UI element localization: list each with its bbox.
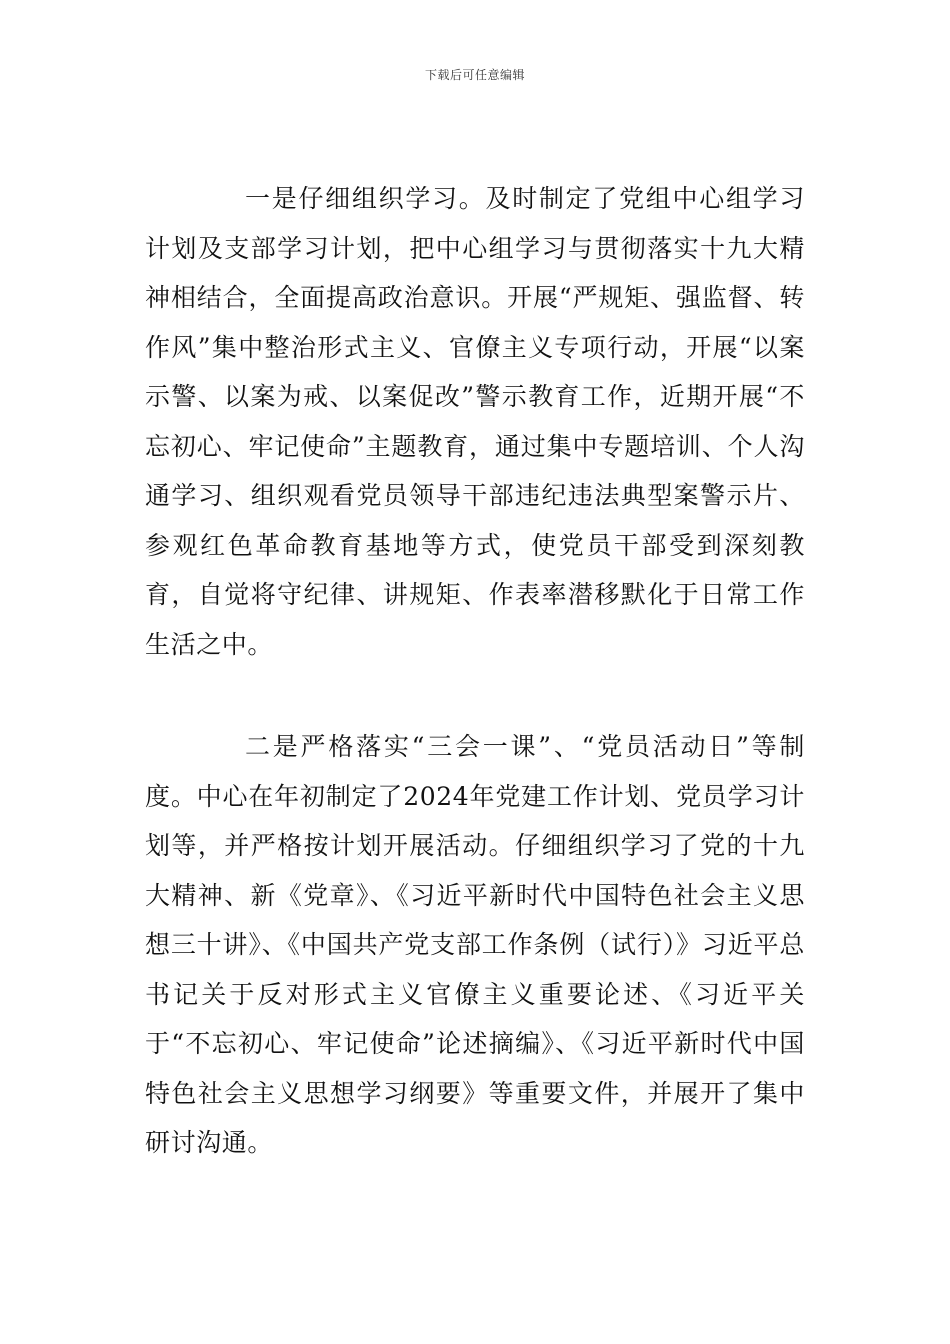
paragraph-three-meetings-one-lesson: 二是严格落实“三会一课”、“党员活动日”等制度。中心在年初制定了2024年党建工作计划、党员学习计划等，并严格按计划开展活动。仔细组织学习了党的十九大精神、新《党章》、《习近平新时代中国特色社会主义思想三十讲》、《中国共产党支部工作条例（试行）》习近平总书记关于反对形式主义官僚主义重要论述、《习近平关于“不忘初心、牢记使命”论述摘编》、《习近平新时代中国特色社会主义思想学习纲要》等重要文件，并展开了集中研讨沟通。	[145, 732, 805, 1157]
header-note: 下载后可任意编辑	[424, 68, 525, 82]
paragraph-study-organization: 一是仔细组织学习。及时制定了党组中心组学习计划及支部学习计划，把中心组学习与贯彻落实十九大精神相结合，全面提高政治意识。开展“严规矩、强监督、转作风”集中整治形式主义、官僚主义专项行动，开展“以案示警、以案为戒、以案促改”警示教育工作，近期开展“不忘初心、牢记使命”主题教育，通过集中专题培训、个人沟通学习、组织观看党员领导干部违纪违法典型案警示片、参观红色革命教育基地等方式，使党员干部受到深刻教育，自觉将守纪律、讲规矩、作表率潜移默化于日常工作生活之中。	[145, 184, 805, 659]
